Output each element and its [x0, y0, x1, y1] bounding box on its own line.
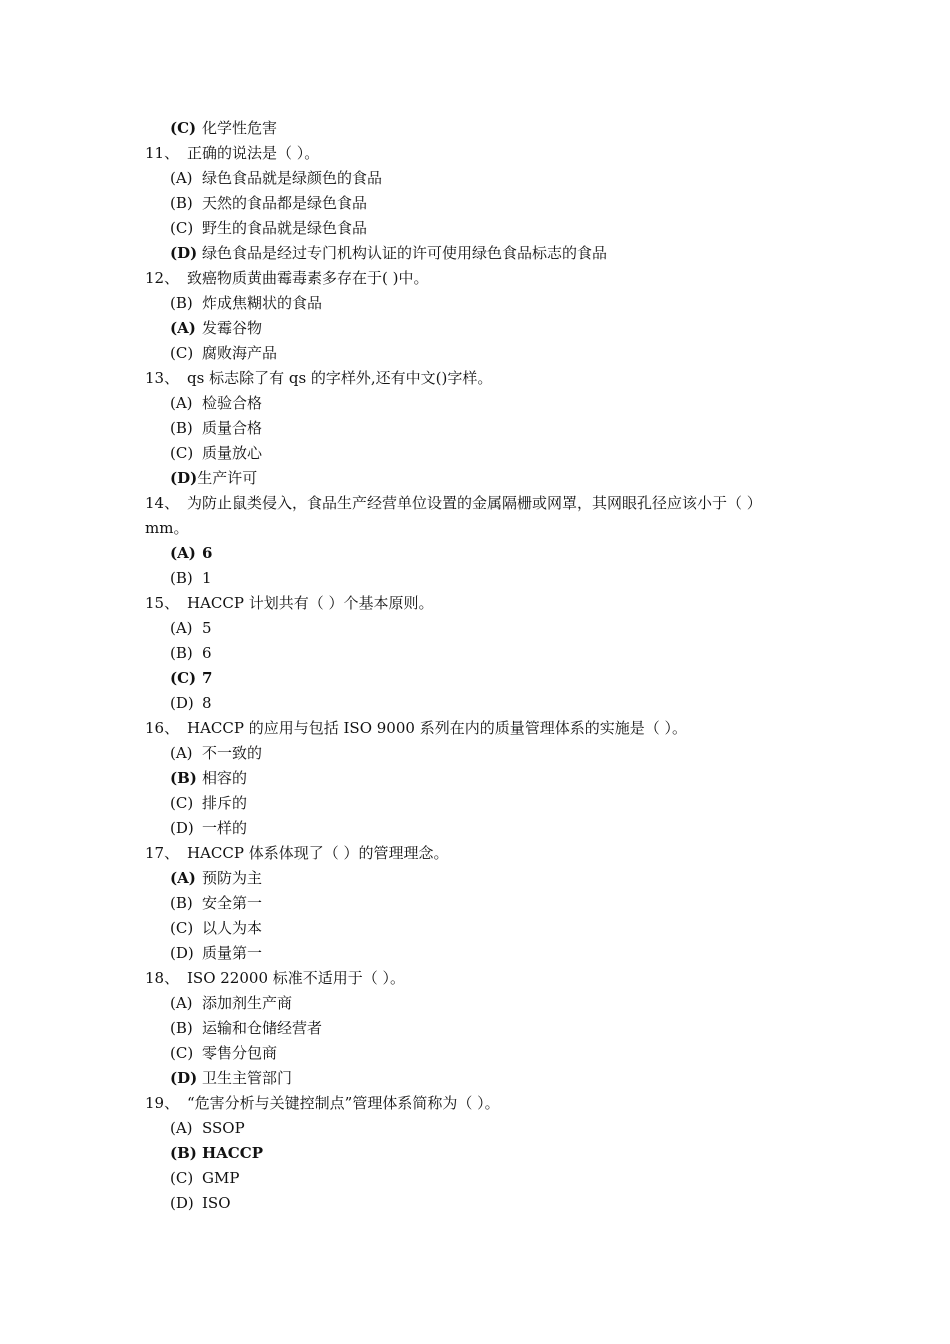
question-line — [0, 966, 950, 991]
question-line — [0, 591, 950, 616]
option-text: SSOP — [202, 1119, 245, 1137]
option-text: 7 — [202, 669, 213, 687]
option-text: 野生的食品就是绿色食品 — [202, 219, 368, 237]
option-text: 安全第一 — [202, 894, 263, 912]
option-letter: (C) — [170, 919, 194, 937]
answer-option — [0, 341, 950, 366]
question-list — [0, 116, 950, 1216]
option-letter: (B) — [170, 1144, 197, 1162]
question-text: “危害分析与关键控制点”管理体系简称为（ ）。 — [187, 1094, 500, 1112]
answer-option — [0, 866, 950, 891]
option-letter: (D) — [170, 244, 198, 262]
option-text: 预防为主 — [202, 869, 263, 887]
question-number: 11、 — [145, 144, 180, 162]
question-line — [0, 841, 950, 866]
option-letter: (A) — [170, 619, 193, 637]
answer-option — [0, 916, 950, 941]
option-letter: (A) — [170, 1119, 193, 1137]
question-line — [0, 491, 950, 516]
answer-option — [0, 691, 950, 716]
option-letter: (B) — [170, 569, 193, 587]
option-text: 检验合格 — [202, 394, 263, 412]
answer-option — [0, 666, 950, 691]
option-letter: (B) — [170, 1019, 193, 1037]
option-text: 8 — [202, 694, 212, 712]
option-letter: (D) — [170, 944, 194, 962]
option-text: 腐败海产品 — [202, 344, 278, 362]
option-letter: (B) — [170, 419, 193, 437]
option-text: 发霉谷物 — [202, 319, 263, 337]
answer-option — [0, 116, 950, 141]
option-letter: (B) — [170, 294, 193, 312]
option-text: 绿色食品就是绿颜色的食品 — [202, 169, 383, 187]
question-number: 17、 — [145, 844, 180, 862]
option-letter: (A) — [170, 544, 196, 562]
answer-option — [0, 616, 950, 641]
option-text: 质量放心 — [202, 444, 263, 462]
option-text: 质量合格 — [202, 419, 263, 437]
answer-option — [0, 791, 950, 816]
option-letter: (C) — [170, 1169, 194, 1187]
answer-option — [0, 466, 950, 491]
option-letter: (A) — [170, 869, 196, 887]
answer-option — [0, 316, 950, 341]
answer-option — [0, 241, 950, 266]
question-number: 16、 — [145, 719, 180, 737]
question-line — [0, 366, 950, 391]
option-letter: (D) — [170, 694, 194, 712]
option-text: 零售分包商 — [202, 1044, 278, 1062]
question-number: 18、 — [145, 969, 180, 987]
option-letter: (A) — [170, 169, 193, 187]
answer-option — [0, 816, 950, 841]
question-text: HACCP 计划共有（ ）个基本原则。 — [187, 594, 434, 612]
option-letter: (C) — [170, 344, 194, 362]
option-letter: (C) — [170, 119, 197, 137]
question-text: 正确的说法是（ ）。 — [187, 144, 320, 162]
option-letter: (B) — [170, 894, 193, 912]
answer-option — [0, 741, 950, 766]
answer-option — [0, 1166, 950, 1191]
answer-option — [0, 1041, 950, 1066]
answer-option — [0, 1016, 950, 1041]
answer-option — [0, 891, 950, 916]
option-letter: (D) — [170, 1069, 198, 1087]
option-text: HACCP — [202, 1144, 263, 1162]
option-letter: (B) — [170, 644, 193, 662]
option-text: 天然的食品都是绿色食品 — [202, 194, 368, 212]
option-text: 运输和仓储经营者 — [202, 1019, 323, 1037]
option-letter: (A) — [170, 394, 193, 412]
answer-option — [0, 641, 950, 666]
question-text: qs 标志除了有 qs 的字样外,还有中文()字样。 — [187, 369, 493, 387]
answer-option — [0, 216, 950, 241]
answer-option — [0, 391, 950, 416]
option-text: 以人为本 — [202, 919, 263, 937]
answer-option — [0, 566, 950, 591]
option-text: 6 — [202, 544, 213, 562]
question-line — [0, 141, 950, 166]
option-text: 1 — [202, 569, 212, 587]
option-text: 生产许可 — [197, 469, 258, 487]
question-number: 14、 — [145, 494, 180, 512]
option-text: 5 — [202, 619, 212, 637]
option-text: 绿色食品是经过专门机构认证的许可使用绿色食品标志的食品 — [202, 244, 608, 262]
question-text: HACCP 的应用与包括 ISO 9000 系列在内的质量管理体系的实施是（ ）。 — [187, 719, 687, 737]
question-line — [0, 716, 950, 741]
question-text: mm。 — [145, 519, 189, 537]
option-text: 添加剂生产商 — [202, 994, 293, 1012]
question-text: ISO 22000 标准不适用于（ ）。 — [187, 969, 406, 987]
answer-option — [0, 1141, 950, 1166]
option-letter: (C) — [170, 444, 194, 462]
answer-option — [0, 941, 950, 966]
option-text: 一样的 — [202, 819, 248, 837]
answer-option — [0, 541, 950, 566]
option-letter: (C) — [170, 219, 194, 237]
question-line — [0, 1091, 950, 1116]
question-number: 13、 — [145, 369, 180, 387]
answer-option — [0, 1116, 950, 1141]
option-letter: (C) — [170, 794, 194, 812]
answer-option — [0, 166, 950, 191]
option-text: 不一致的 — [202, 744, 263, 762]
option-letter: (D) — [170, 469, 198, 487]
answer-option — [0, 441, 950, 466]
answer-option — [0, 991, 950, 1016]
option-letter: (D) — [170, 1194, 194, 1212]
question-text: 致癌物质黄曲霉毒素多存在于( )中。 — [187, 269, 429, 287]
option-text: 化学性危害 — [202, 119, 278, 137]
option-letter: (B) — [170, 194, 193, 212]
option-letter: (A) — [170, 744, 193, 762]
option-text: 6 — [202, 644, 212, 662]
option-text: ISO — [202, 1194, 231, 1212]
option-text: 相容的 — [202, 769, 248, 787]
option-text: 质量第一 — [202, 944, 263, 962]
question-text-continuation — [0, 516, 950, 541]
option-letter: (C) — [170, 1044, 194, 1062]
question-line — [0, 266, 950, 291]
option-letter: (A) — [170, 319, 196, 337]
question-text: 为防止鼠类侵入，食品生产经营单位设置的金属隔栅或网罩，其网眼孔径应该小于（ ） — [187, 494, 762, 512]
option-text: 卫生主管部门 — [202, 1069, 293, 1087]
option-letter: (B) — [170, 769, 197, 787]
option-letter: (D) — [170, 819, 194, 837]
option-letter: (A) — [170, 994, 193, 1012]
option-text: GMP — [202, 1169, 240, 1187]
question-number: 19、 — [145, 1094, 180, 1112]
option-text: 排斥的 — [202, 794, 248, 812]
answer-option — [0, 191, 950, 216]
answer-option — [0, 766, 950, 791]
option-text: 炸成焦糊状的食品 — [202, 294, 323, 312]
answer-option — [0, 416, 950, 441]
question-number: 12、 — [145, 269, 180, 287]
answer-option — [0, 1191, 950, 1216]
answer-option — [0, 291, 950, 316]
option-letter: (C) — [170, 669, 197, 687]
question-number: 15、 — [145, 594, 180, 612]
question-text: HACCP 体系体现了（ ）的管理理念。 — [187, 844, 449, 862]
answer-option — [0, 1066, 950, 1091]
